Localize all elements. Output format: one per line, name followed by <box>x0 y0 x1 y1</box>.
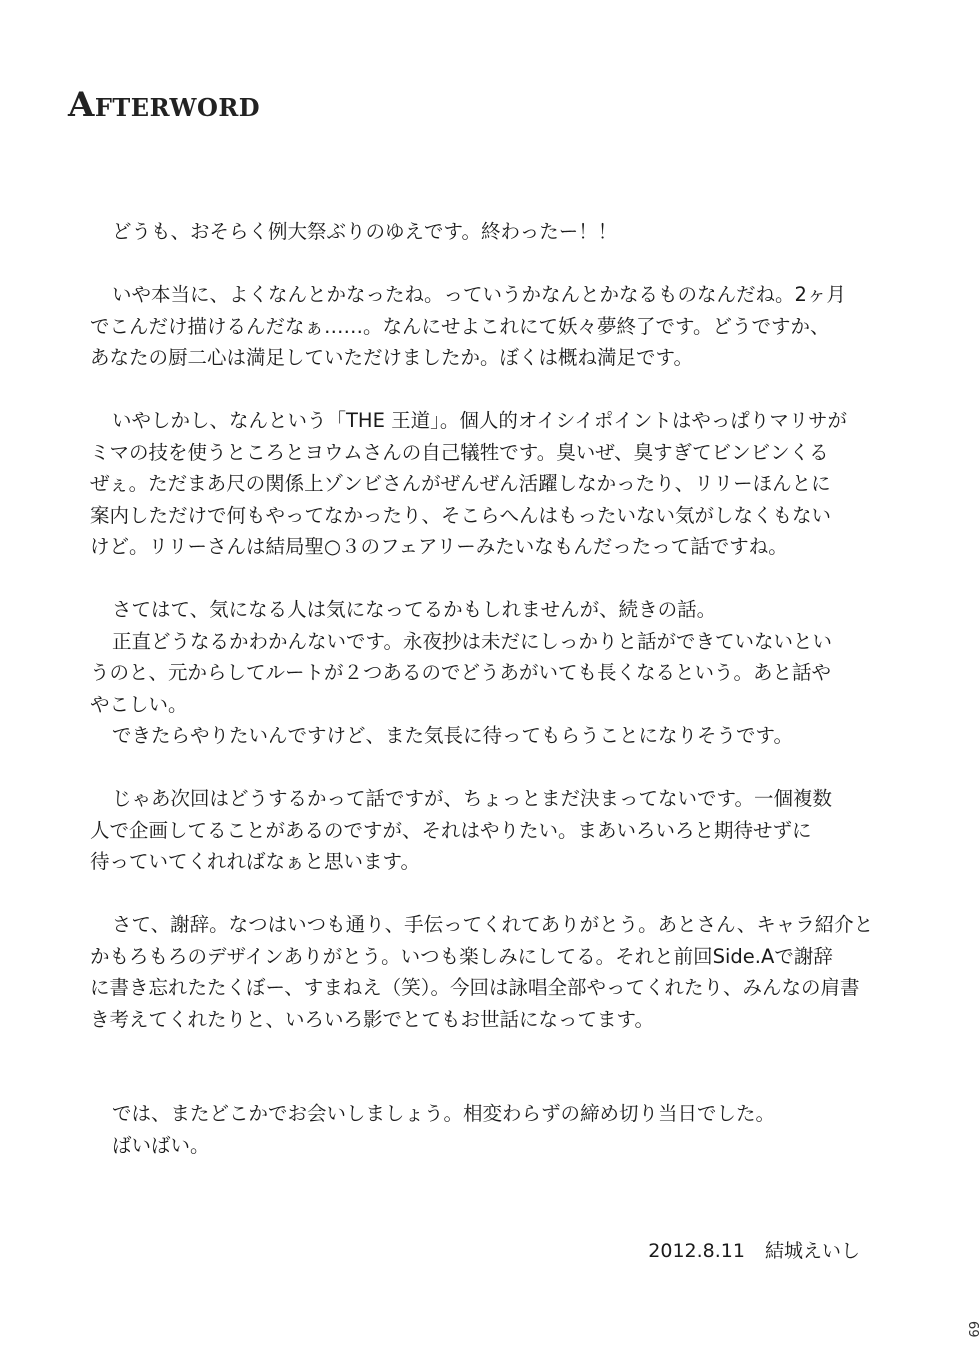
text-line: 案内しただけで何もやってなかったり、そこらへんはもったいない気がしなくもない <box>90 503 832 527</box>
text-line: けど。リリーさんは結局聖○３のフェアリーみたいなもんだったって話ですね。 <box>90 535 788 558</box>
text-line: き考えてくれたりと、いろいろ影でとてもお世話になってます。 <box>90 1007 654 1031</box>
text-line: じゃあ次回はどうするかって話ですが、ちょっとまだ決まってないです。一個複数 <box>112 787 832 810</box>
text-line: 人で企画してることがあるのですが、それはやりたい。まあいろいろと期待せずに <box>90 818 812 842</box>
text-line: さてはて、気になる人は気になってるかもしれませんが、続きの話。 <box>112 598 717 621</box>
page-number: 69 <box>965 1321 980 1338</box>
page-title: Afterword <box>68 85 261 125</box>
signature-author: 結城えいし <box>764 1240 860 1262</box>
paragraph <box>90 279 890 374</box>
paragraph <box>90 1098 890 1161</box>
signature-date: 2012.8.11 <box>648 1240 745 1262</box>
text-line: に書き忘れたたくぼー、すまねえ（笑）。今回は詠唱全部やってくれたり、みんなの肩書 <box>90 976 860 999</box>
text-line: ミマの技を使うところとヨウムさんの自己犠牲です。臭いぜ、臭すぎてビンビンくる <box>90 440 829 464</box>
text-line: 待っていてくれればなぁと思います。 <box>90 850 420 873</box>
text-line: 正直どうなるかわかんないです。永夜抄は未だにしっかりと話ができていないとい <box>112 629 832 653</box>
text-line: でこんだけ描けるんだなぁ……。なんにせよこれにて妖々夢終了です。どうですか、 <box>90 314 830 338</box>
text-line: できたらやりたいんですけど、また気長に待ってもらうことになりそうです。 <box>112 724 793 747</box>
paragraph <box>90 594 890 752</box>
paragraph <box>90 405 890 563</box>
text-line: さて、謝辞。なつはいつも通り、手伝ってくれてありがとう。あとさん、キャラ紹介と <box>112 913 874 936</box>
text-line: あなたの厨二心は満足していただけましたか。ぼくは概ね満足です。 <box>90 346 693 369</box>
text-line: では、またどこかでお会いしましょう。相変わらずの締め切り当日でした。 <box>112 1102 776 1125</box>
signature <box>648 1236 860 1266</box>
afterword-body <box>90 216 890 1193</box>
text-line: ぜぇ。ただまあ尺の関係上ゾンビさんがぜんぜん活躍しなかったり、リリーほんとに <box>90 472 831 495</box>
text-line: やこしい。 <box>90 692 188 716</box>
paragraph <box>90 783 890 878</box>
paragraph <box>90 216 890 248</box>
text-line: ばいばい。 <box>112 1133 210 1157</box>
paragraph <box>90 909 890 1035</box>
text-line: かもろもろのデザインありがとう。いつも楽しみにしてる。それと前回Side.Aで謝辞 <box>90 944 833 968</box>
text-line: いやしかし、なんという「THE 王道」。個人的オイシイポイントはやっぱりマリサが <box>112 409 848 432</box>
text-line: どうも、おそらく例大祭ぶりのゆえです。終わったー！！ <box>112 220 618 243</box>
text-line: いや本当に、よくなんとかなったね。っていうかなんとかなるものなんだね。2ヶ月 <box>112 283 846 306</box>
text-line: うのと、元からしてルートが２つあるのでどうあがいても長くなるという。あと話や <box>90 661 832 684</box>
